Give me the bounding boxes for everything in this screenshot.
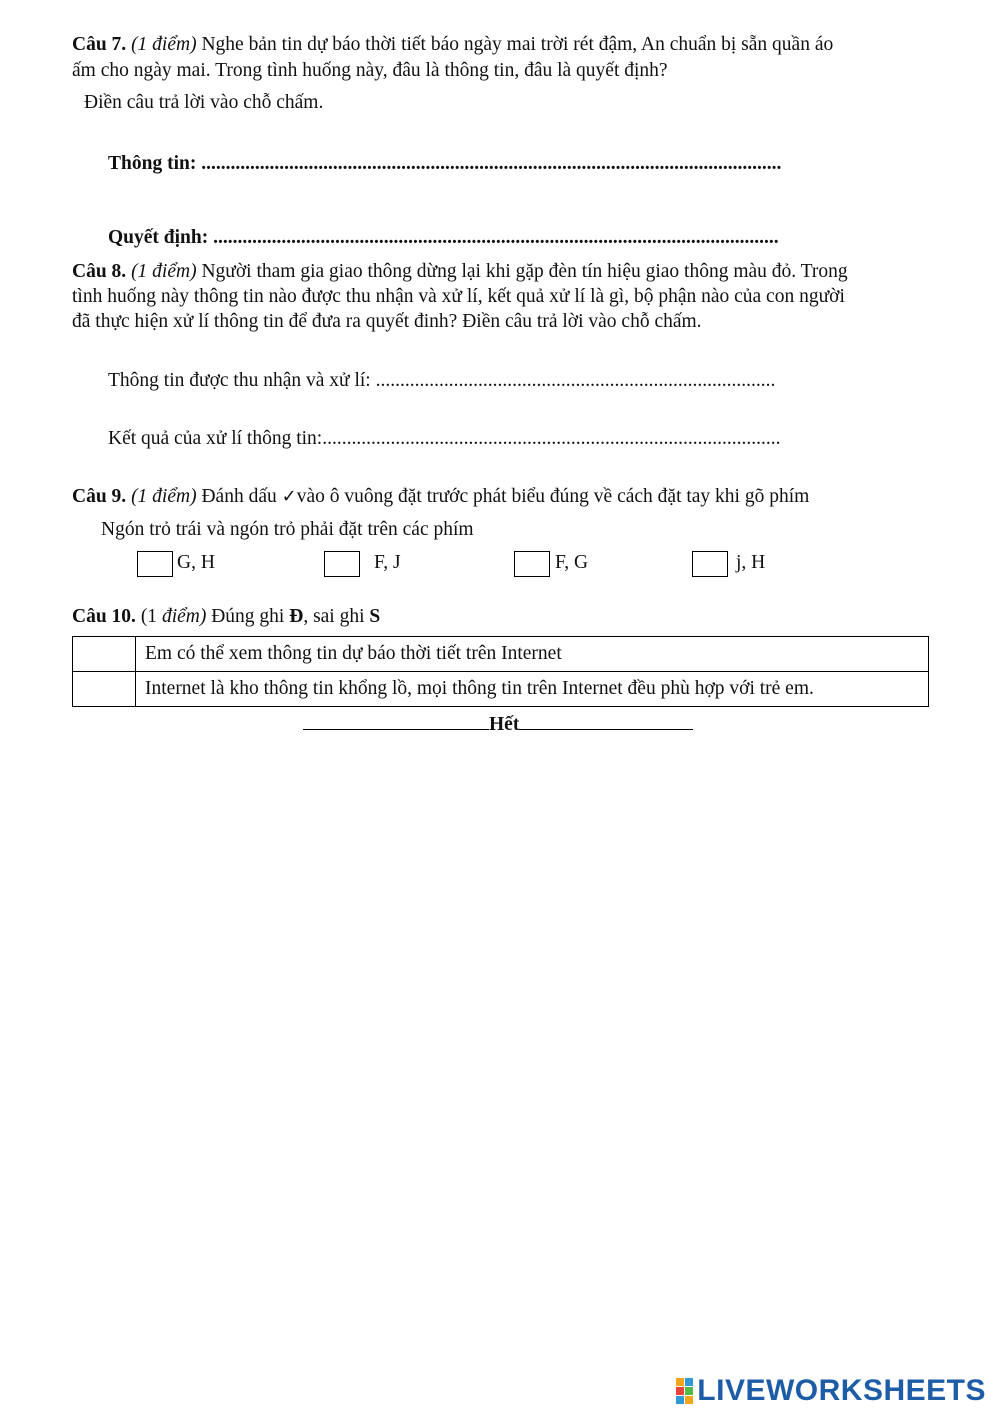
q7-answer-info-dots[interactable]: ....................................................................................................................... [196,153,782,174]
q10-false-mark: S [369,606,381,627]
q9-number: Câu 9. [72,486,127,507]
q10-text-1: Đúng ghi [206,606,290,627]
q10-true-mark: Đ [289,606,304,627]
q9-text-after: vào ô vuông đặt trước phát biểu đúng về cách đặt tay khi gõ phím [296,486,810,507]
q8-line3: đã thực hiện xử lí thông tin để đưa ra quyết đinh? Điền câu trả lời vào chỗ chấm. [72,311,702,332]
answer-cell-2[interactable] [73,672,136,707]
answer-cell-1[interactable] [73,637,136,672]
q9-checkbox-3[interactable] [514,551,550,577]
q9-prompt: Ngón trỏ trái và ngón trỏ phải đặt trên các phím [101,519,474,540]
q9-checkbox-1[interactable] [137,551,173,577]
logo-icon [676,1378,693,1404]
q7-answer-decision-dots[interactable]: .................................................................................................................... [208,227,779,248]
q9-checkbox-2[interactable] [324,551,360,577]
q8-line1 [72,259,848,284]
q9-checkbox-4[interactable] [692,551,728,577]
q7-line1 [72,32,833,57]
q7-line2: ấm cho ngày mai. Trong tình huống này, đâu là thông tin, đâu là quyết định? [72,60,668,81]
q10-points-word: điểm) [161,606,207,627]
q7-number: Câu 7. [72,34,127,55]
table-row [73,672,929,707]
liveworksheets-logo [676,1374,986,1408]
q9-option-3: F, G [555,552,589,573]
q10-text-2: , sai ghi [303,606,370,627]
q7-answer-decision[interactable] [108,225,779,250]
end-line-left [303,711,489,730]
logo-text: LIVEWORKSHEETS [697,1374,986,1407]
q8-points: (1 điểm) [131,261,197,282]
q10-number: Câu 10. [72,606,136,627]
q9-option-4: j, H [736,552,766,573]
q10-line1 [72,604,380,629]
checkmark-icon: ✓ [281,486,297,507]
statement-cell-2: Internet là kho thông tin khổng lồ, mọi thông tin trên Internet đều phù hợp với trẻ em. [136,672,929,707]
q7-answer-info[interactable] [108,151,781,176]
q7-answer-decision-label: Quyết định: [108,227,209,248]
q7-points: (1 điểm) [131,34,197,55]
q9-points: (1 điểm) [131,486,197,507]
end-line-right [519,711,693,730]
q8-line2: tình huống này thông tin nào được thu nhận và xử lí, kết quả xử lí là gì, bộ phận nào của con người [72,286,845,307]
q8-answer-result[interactable]: Kết quả của xử lí thông tin:.............................................................................................. [108,428,781,449]
q8-text-1: Người tham gia giao thông dừng lại khi gặp đèn tín hiệu giao thông màu đỏ. Trong [196,261,848,282]
q7-text-1: Nghe bản tin dự báo thời tiết báo ngày mai trời rét đậm, An chuẩn bị sẵn quần áo [196,34,834,55]
q7-instruction: Điền câu trả lời vào chỗ chấm. [84,92,324,113]
q9-line1 [72,484,809,509]
q10-points-open: (1 [135,606,162,627]
q8-answer-info[interactable]: Thông tin được thu nhận và xử lí: .................................................................................. [108,370,776,391]
q7-answer-info-label: Thông tin: [108,153,197,174]
q9-text-before: Đánh dấu [196,486,282,507]
q8-number: Câu 8. [72,261,127,282]
end-text: Hết [489,714,520,735]
end-marker [303,711,693,737]
table-row [73,637,929,672]
true-false-table [72,636,929,707]
q9-option-2: F, J [374,552,401,573]
statement-cell-1: Em có thể xem thông tin dự báo thời tiết trên Internet [136,637,929,672]
q9-option-1: G, H [177,552,215,573]
